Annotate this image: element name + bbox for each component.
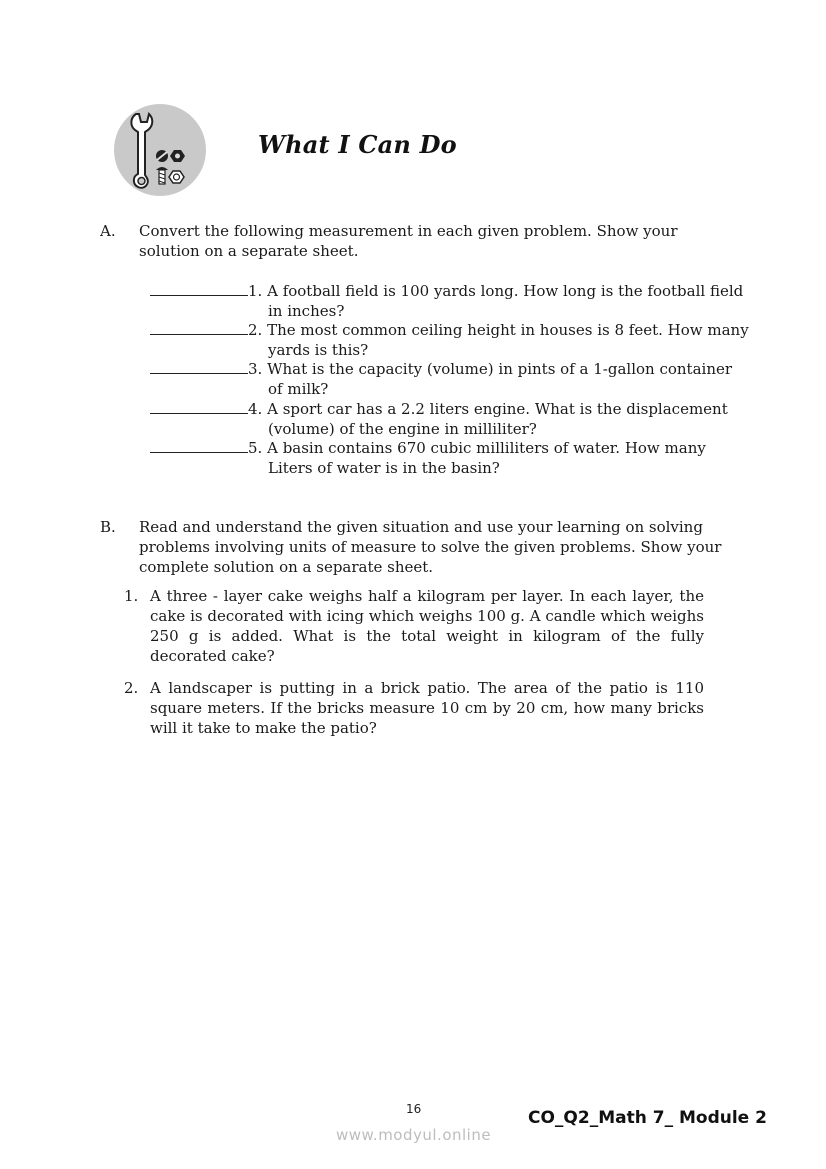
answer-blank[interactable] — [150, 320, 248, 335]
item-text: A three - layer cake weighs half a kilogram per layer. In each layer, the cake is decorated with icing which weighs 100 g. A candle which weighs 250 g is added. What is the total weight in kilogram of the fully decorated cake? — [150, 587, 704, 665]
item-text: The most common ceiling height in houses is 8 feet. How many — [267, 321, 749, 339]
section-a-instructions — [139, 221, 678, 261]
item-text: A sport car has a 2.2 liters engine. What is the displacement — [267, 400, 728, 418]
conversion-item — [150, 438, 706, 478]
item-text: (volume) of the engine in milliliter? — [268, 420, 537, 438]
answer-blank[interactable] — [150, 399, 248, 414]
section-a-label: A. — [100, 222, 116, 240]
item-text: What is the capacity (volume) in pints of a 1-gallon container — [267, 360, 733, 378]
item-number: 2. — [124, 679, 139, 697]
page-number: 16 — [406, 1102, 422, 1116]
word-problem — [124, 678, 704, 738]
watermark: www.modyul.online — [336, 1126, 492, 1144]
conversion-item — [150, 281, 743, 321]
instructions-line: complete solution on a separate sheet. — [139, 558, 434, 576]
page-title: What I Can Do — [258, 130, 457, 159]
instructions-line: solution on a separate sheet. — [139, 242, 359, 260]
conversion-item — [150, 320, 749, 360]
item-text: A landscaper is putting in a brick patio. The area of the patio is 110 square meters. If the bricks measure 10 cm by 20 cm, how many bricks will it take to make the patio? — [150, 679, 704, 737]
answer-blank[interactable] — [150, 281, 248, 296]
answer-blank[interactable] — [150, 438, 248, 453]
section-b-instructions — [139, 517, 721, 577]
item-number: 5. — [248, 439, 263, 457]
module-code: CO_Q2_Math 7_ Module 2 — [528, 1108, 767, 1128]
item-text: in inches? — [268, 302, 345, 320]
item-text: yards is this? — [268, 341, 369, 359]
instructions-line: problems involving units of measure to solve the given problems. Show your — [139, 538, 722, 556]
item-number: 1. — [124, 587, 139, 605]
item-text: A basin contains 670 cubic milliliters of water. How many — [267, 439, 706, 457]
word-problem — [124, 586, 704, 666]
instructions-line: Read and understand the given situation and use your learning on solving — [139, 518, 703, 536]
item-number: 2. — [248, 321, 263, 339]
instructions-line: Convert the following measurement in each given problem. Show your — [139, 222, 678, 240]
item-number: 3. — [248, 360, 263, 378]
conversion-item — [150, 359, 732, 399]
item-text: of milk? — [268, 380, 329, 398]
item-number: 1. — [248, 282, 263, 300]
item-text: Liters of water is in the basin? — [268, 459, 500, 477]
item-number: 4. — [248, 400, 263, 418]
conversion-item — [150, 399, 728, 439]
item-text: A football field is 100 yards long. How long is the football field — [267, 282, 744, 300]
wrench-tools-icon — [114, 104, 206, 196]
answer-blank[interactable] — [150, 359, 248, 374]
section-b-label: B. — [100, 518, 116, 536]
